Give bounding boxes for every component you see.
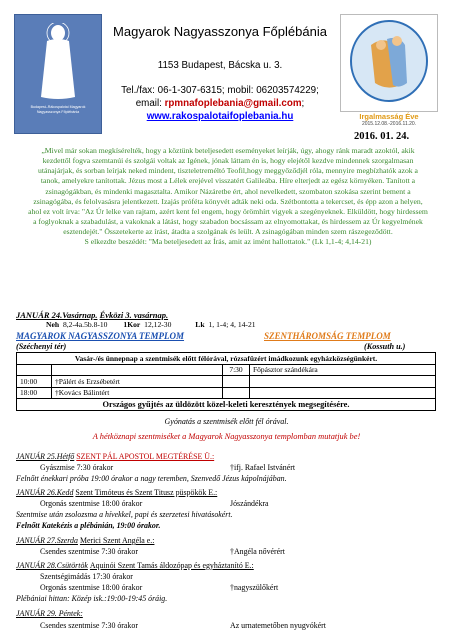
sunday-date: JANUÁR 24.Vasárnap. (16, 310, 98, 320)
mass-intent: Főpásztor szándékára (250, 364, 436, 376)
table-row (17, 364, 436, 376)
sunday-readings (46, 320, 256, 329)
mass-table-footer: Országos gyűjtés az üldözött közel-keleti keresztények megsegítésére. (17, 399, 436, 411)
table-row (17, 376, 436, 388)
sunday-title: Évközi 3. vasárnap. (99, 310, 169, 320)
mass-time: 18:00 (17, 387, 52, 399)
table-row (17, 387, 436, 399)
weekday-extra: Felnőtt énekkari próba 19:00 órakor a nagy teremben, Szenvedő Jézus kápolnájában. (16, 474, 287, 483)
church-left-name: MAGYAROK NAGYASSZONYA TEMPLOM (16, 331, 185, 341)
parish-email-line (100, 98, 340, 109)
confession-notice: Gyónatás a szentmisék előtt fél órával. (164, 417, 289, 426)
weekday-mass: Csendes szentmise 7:30 órakor (40, 621, 138, 630)
mercy-year-dates: 2015.12.08.-2016.11.20. (361, 121, 417, 127)
mass-time (17, 364, 52, 376)
website-link[interactable]: www.rakospalotaifoplebania.hu (146, 111, 294, 122)
weekday-mass: Szentségimádás 17:30 órakor (40, 572, 133, 581)
mercy-year-caption (336, 112, 442, 127)
mass-table (16, 352, 436, 411)
weekday-heading: JANUÁR 29. Péntek: (16, 609, 83, 618)
mass-time: 7:30 (223, 364, 250, 376)
madonna-figure-icon (37, 23, 79, 101)
mass-time: 10:00 (17, 376, 52, 388)
email-suffix: ; (301, 98, 305, 109)
parish-logo (14, 14, 102, 134)
mass-time (223, 376, 250, 388)
weekday-invite: A hétköznapi szentmiséket a Magyarok Nagyasszonya templomban mutatjuk be! (92, 432, 361, 441)
weekday-intent: †Angéla nővérért (230, 547, 285, 556)
weekday-extra: Plébániai hittan: Közép isk.:19:00-19:45 óráig. (16, 594, 168, 603)
church-right-name: SZENTHÁROMSÁG TEMPLOM (264, 331, 391, 341)
church-left-location: (Széchenyi tér) (16, 342, 67, 351)
weekday-heading: JANUÁR 28.Csütörtök Aquinói Szent Tamás áldozópap és egyháztanító E.: (16, 561, 254, 570)
mass-table-banner: Vasár-/és ünnepnap a szentmisék előtt félórával, rózsafüzért imádkozunk egyházközségünkért. (17, 353, 436, 365)
sunday-heading (16, 310, 168, 320)
mercy-year-logo (340, 14, 438, 112)
weekday-extra: Felnőtt Katekézis a plébánián, 19:00 órakor. (16, 521, 161, 530)
parish-website-line (100, 111, 340, 122)
gospel-paragraph: S elkezdte beszédét: "Ma beteljesedett az Írás, amit az imént hallottatok." (Lk 1,1-4; 4,14-21) (84, 237, 372, 247)
reading-item: Neh 8,2-4a.5b.8-10 (46, 320, 108, 329)
weekday-intent: †ifj. Rafael Istvánért (230, 463, 296, 472)
gospel-paragraph: „Mivel már sokan megkísérelték, hogy a köztünk beteljesedett eseményeket leírják, úgy, ahogy ránk maradt azoktól, akik kezdettől fogva szemtanúi és szolgái voltak az Igének, jónak láttam én is, hogy elejétől kezdve mindennek szorgalmasan utánajárjak, és sorban leírjak neked mindent, tiszteletreméltó Teofil,hogy meggyőződjél róla, mennyire megbízhatók azok a tanok, amelyekre tanítottak. Jézus most a Lélek erejével visszatért Galileába. Híre elterjedt az egész környéken. Tanított a zsinagógákban, és mindenki magasztalta. Amikor Názáretbe ért, ahol nevelkedett, szombaton szokása szerint bement a zsinagógába, és felolvasásra jelentkezett. Izajás próféta könyvét adták neki oda. Szétbontotta a tekercset, és épp azon a helyen, ahol ez volt írva: "Az Úr lelke van rajtam, azért kent fel engem, hogy örömhírt vigyek a szegényeknek. Elküldött, hogy hirdessem a foglyoknak a szabadulást, a vakoknak a látást, hogy szabadon bocsássam az elnyomottakat, és hirdessem az Úr kegyelmének esztendejét." Összetekerte az írást, átadta a szolgának és leült. A zsinagógában minden szem rászegeződött. (28, 146, 428, 237)
weekday-heading: JANUÁR 27.Szerda Merici Szent Angéla e.: (16, 536, 155, 545)
mass-intent: †Pálért és Erzsébetért (52, 376, 223, 388)
mass-intent (250, 387, 436, 399)
reading-item: 1Kor 12,12-30 (123, 320, 172, 329)
church-right-location: (Kossuth u.) (364, 342, 406, 351)
weekday-heading: JANUÁR 25.Hétfő SZENT PÁL APOSTOL MEGTÉRÉSE Ü.: (16, 452, 215, 461)
parish-address: 1153 Budapest, Bácska u. 3. (157, 60, 283, 71)
parish-logo-caption: Budapest–Rákospalotai Magyarok Nagyasszonya Főplébánia (30, 105, 86, 114)
bulletin-date: 2016. 01. 24. (354, 131, 410, 142)
weekday-mass: Orgonás szentmise 18:00 órakor (40, 499, 143, 508)
email-label: email: (135, 98, 165, 109)
mercy-year-title: Irgalmasság Éve (359, 112, 419, 121)
mercy-year-emblem-icon (341, 15, 437, 111)
weekday-mass: Gyászmise 7:30 órakor (40, 463, 114, 472)
weekday-extra: Szentmise után zsolozsma a hívekkel, papi és szerzetesi hivatásokért. (16, 510, 233, 519)
weekday-intent: Jószándékra (230, 499, 269, 508)
reading-item: Lk 1, 1-4; 4, 14-21 (195, 320, 256, 329)
mass-intent (250, 376, 436, 388)
weekday-mass: Orgonás szentmise 18:00 órakor (40, 583, 143, 592)
weekday-heading: JANUÁR 26.Kedd Szent Timóteus és Szent Titusz püspökök E.: (16, 488, 218, 497)
weekday-intent: Az urnatemetőben nyugvókért (230, 621, 326, 630)
email-address[interactable]: rpmnafoplebania@gmail.com (164, 98, 302, 109)
parish-title: Magyarok Nagyasszonya Főplébánia (113, 24, 327, 39)
mass-intent: †Kovács Bálintért (52, 387, 223, 399)
mass-intent (52, 364, 223, 376)
gospel-text (28, 146, 428, 248)
weekday-mass: Csendes szentmise 7:30 órakor (40, 547, 138, 556)
mass-time (223, 387, 250, 399)
weekday-intent: †nagyszülőkért (230, 583, 279, 592)
parish-phone: Tel./fax: 06-1-307-6315; mobil: 06203574229; (121, 85, 319, 96)
